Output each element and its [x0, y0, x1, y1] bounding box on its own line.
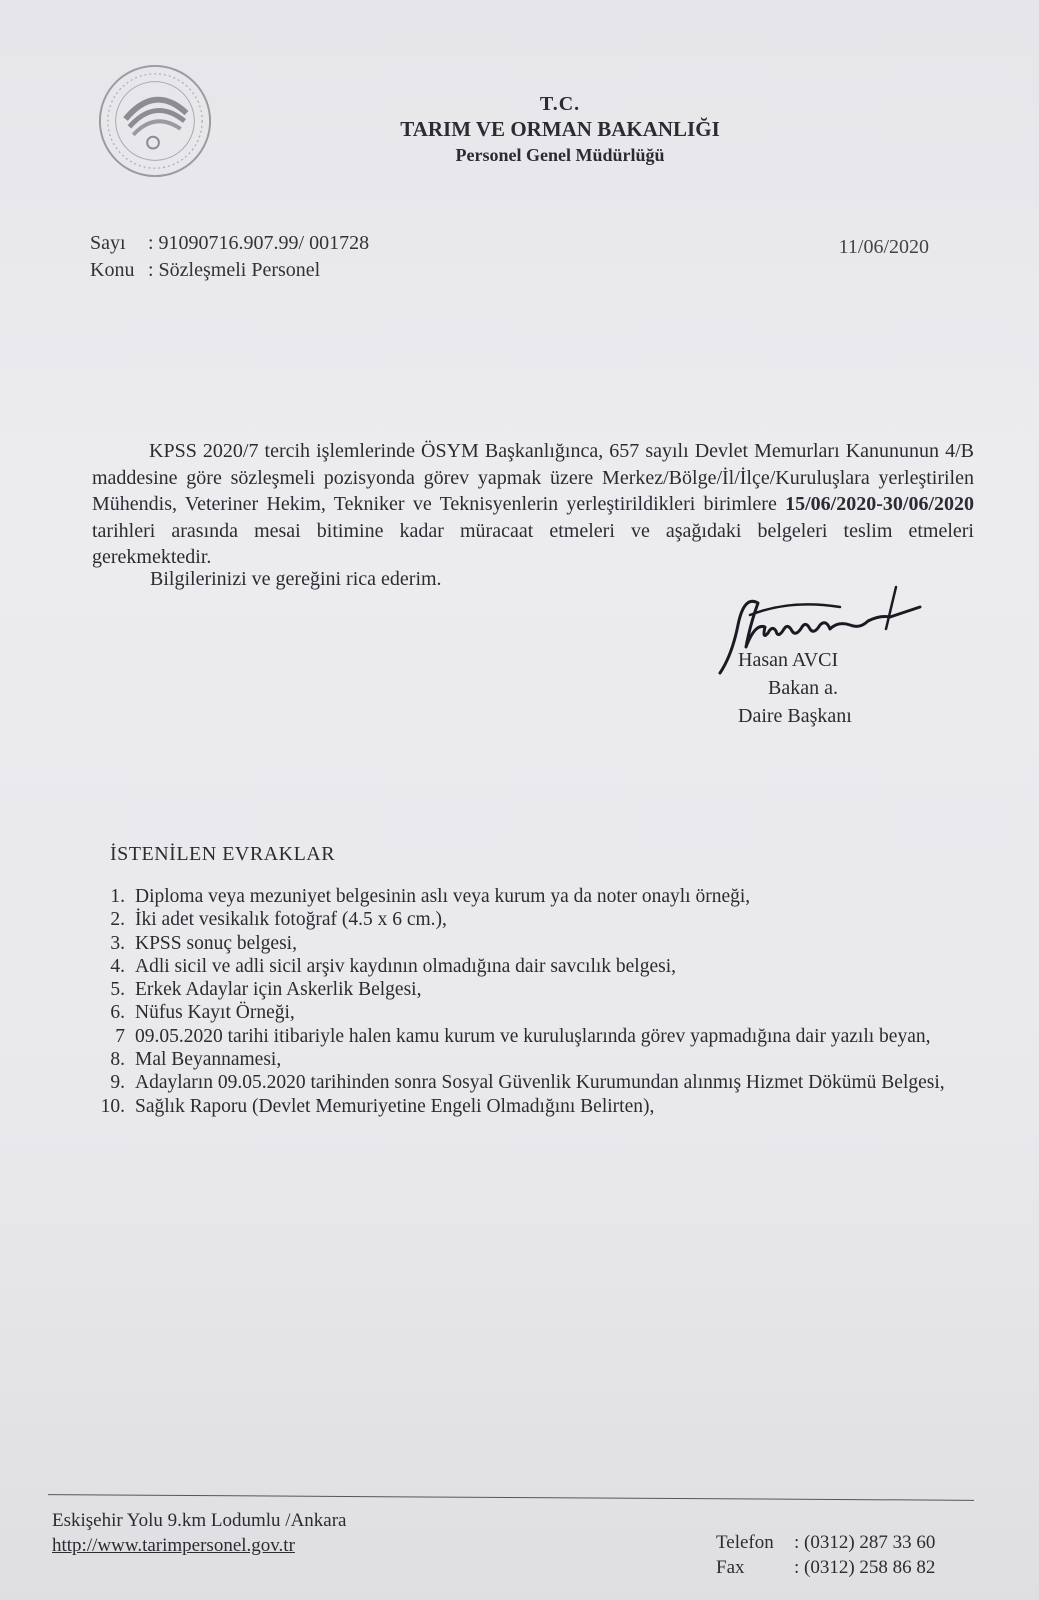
konu-value: : Sözleşmeli Personel — [148, 259, 321, 281]
list-item — [62, 885, 972, 908]
list-item — [62, 1071, 972, 1094]
item-text: Diploma veya mezuniyet belgesinin aslı veya kurum ya da noter onaylı örneği, — [135, 886, 751, 907]
footer-divider — [48, 1494, 974, 1501]
list-item — [62, 955, 972, 978]
list-item — [62, 1001, 972, 1024]
closing-line: Bilgilerinizi ve gereğini rica ederim. — [150, 568, 442, 590]
item-number: 9. — [110, 1072, 125, 1094]
item-text: 09.05.2020 tarihi itibariyle halen kamu kurum ve kuruluşlarında görev yapmadığına dair yazılı beyan, — [135, 1025, 931, 1047]
list-item — [62, 1048, 972, 1071]
requirements-list — [62, 885, 972, 1118]
body-paragraph — [92, 438, 974, 571]
sayi-label: Sayı — [90, 232, 126, 254]
phone-value: : (0312) 287 33 60 — [794, 1532, 936, 1553]
item-number: 2. — [110, 909, 125, 931]
body-text-part-1: KPSS 2020/7 tercih işlemlerinde ÖSYM Başkanlığınca, 657 sayılı Devlet Memurları Kanununun 4/B maddesine göre sözleşmeli pozisyonda görev yapmak üzere Merkez/Bölge/İl/İlçe/Kuruluşlara yerleştirilen Mühendis, Veteriner Hekim, Tekniker ve Teknisyenlerin yerleştirildikleri birimlere — [92, 440, 974, 515]
application-dates: 15/06/2020-30/06/2020 — [785, 493, 974, 515]
fax-row — [716, 1555, 935, 1580]
footer-website-link[interactable]: http://www.tarimpersonel.gov.tr — [52, 1535, 295, 1556]
item-number: 5. — [110, 979, 125, 1001]
konu-label: Konu — [90, 259, 135, 281]
item-number: 4. — [110, 955, 125, 977]
footer-address: Eskişehir Yolu 9.km Lodumlu /Ankara — [52, 1510, 347, 1531]
sayi-value: : 91090716.907.99/ 001728 — [148, 232, 370, 254]
item-text: Adli sicil ve adli sicil arşiv kaydının olmadığına dair savcılık belgesi, — [135, 955, 677, 977]
signer-block — [738, 646, 918, 730]
document-date: 11/06/2020 — [838, 236, 929, 258]
item-text: KPSS sonuç belgesi, — [135, 932, 297, 954]
item-number: 10. — [100, 1095, 125, 1117]
footer-contact — [52, 1508, 347, 1558]
signer-name: Hasan AVCI — [738, 649, 839, 671]
fax-label: Fax — [716, 1557, 745, 1578]
signer-title-1: Bakan a. — [768, 677, 838, 699]
list-item — [62, 1025, 972, 1048]
list-item — [62, 932, 972, 955]
letterhead — [300, 92, 820, 168]
item-number: 8. — [110, 1049, 125, 1071]
konu-row — [90, 259, 320, 282]
signer-title-2: Daire Başkanı — [738, 705, 852, 727]
phone-label: Telefon — [716, 1532, 774, 1553]
department-name: Personel Genel Müdürlüğü — [455, 145, 665, 166]
ministry-name: TARIM VE ORMAN BAKANLIĞI — [400, 117, 720, 141]
item-text: Mal Beyannamesi, — [135, 1049, 282, 1071]
item-number: 3. — [110, 932, 125, 954]
item-text: Erkek Adaylar için Askerlik Belgesi, — [135, 979, 422, 1001]
requirements-title: İSTENİLEN EVRAKLAR — [110, 843, 336, 865]
list-item — [62, 1095, 972, 1118]
list-item — [62, 908, 972, 931]
list-item — [62, 978, 972, 1001]
item-number: 6. — [110, 1002, 125, 1024]
footer-phones — [716, 1530, 935, 1580]
item-number: 1. — [110, 886, 125, 907]
item-text: Sağlık Raporu (Devlet Memuriyetine Engeli Olmadığını Belirten), — [135, 1095, 655, 1117]
body-text-part-2: tarihleri arasında mesai bitimine kadar müracaat etmeleri ve aşağıdaki belgeleri teslim etmeleri gerekmektedir. — [92, 519, 974, 568]
item-text: Nüfus Kayıt Örneği, — [135, 1002, 295, 1024]
item-text: Adayların 09.05.2020 tarihinden sonra Sosyal Güvenlik Kurumundan alınmış Hizmet Dökümü Belgesi, — [135, 1072, 945, 1094]
sayi-row — [90, 232, 369, 255]
item-number: 7 — [115, 1025, 125, 1047]
phone-row — [716, 1530, 935, 1555]
fax-value: : (0312) 258 86 82 — [794, 1557, 936, 1578]
item-text: İki adet vesikalık fotoğraf (4.5 x 6 cm.), — [135, 909, 447, 931]
ministry-seal-icon — [96, 62, 214, 180]
header-line-1: T.C. — [539, 93, 581, 115]
